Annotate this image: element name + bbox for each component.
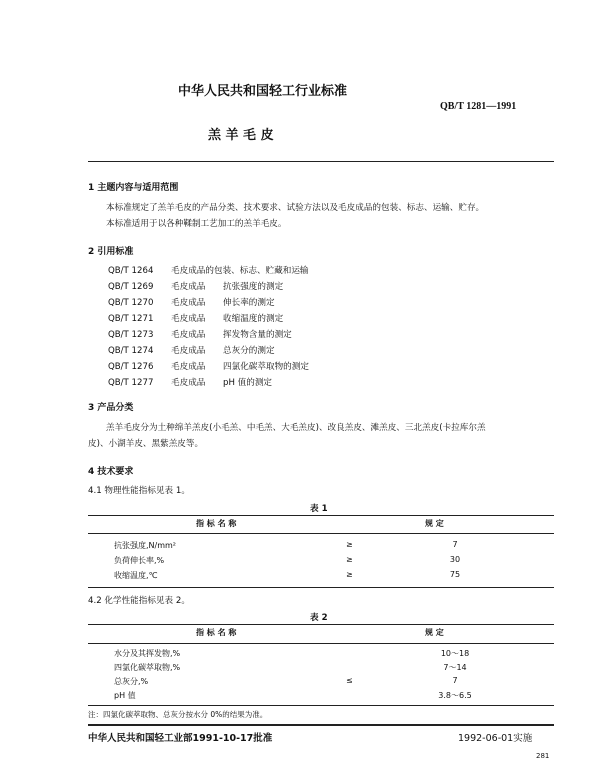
reference-code: QB/T 1271 — [108, 314, 154, 324]
table-cell-name: 总灰分,% — [114, 677, 149, 686]
reference-code: QB/T 1273 — [108, 330, 154, 340]
section-3-para-2: 皮)、小湖羊皮、黑紫羔皮等。 — [88, 439, 204, 449]
reference-name: 收缩温度的测定 — [223, 314, 284, 324]
approval-date: 中华人民共和国轻工业部1991-10-17批准 — [88, 733, 273, 744]
section-2-heading: 2 引用标准 — [88, 247, 134, 257]
table-cell-value: 7 — [452, 676, 458, 685]
reference-code: QB/T 1276 — [108, 362, 154, 372]
reference-cat: 毛皮成品 — [171, 378, 206, 388]
reference-item — [108, 376, 272, 391]
reference-item — [108, 312, 283, 327]
reference-code: QB/T 1269 — [108, 282, 154, 292]
table-2-note: 注：四氯化碳萃取物、总灰分按水分 0%的结果为准。 — [88, 710, 268, 719]
table-cell-name: 收缩温度,℃ — [114, 571, 158, 580]
reference-item — [108, 328, 292, 343]
table-cell-op: ≥ — [346, 555, 353, 564]
table-1-col-name: 指 标 名 称 — [196, 519, 237, 528]
reference-code: QB/T 1264 — [108, 266, 154, 276]
table-cell-value: 10～18 — [440, 649, 470, 658]
reference-item — [108, 360, 309, 375]
section-1-para-2: 本标准适用于以各种鞣制工艺加工的羔羊毛皮。 — [106, 219, 287, 229]
section-1-heading: 1 主题内容与适用范围 — [88, 183, 179, 193]
section-1-para-1: 本标准规定了羔羊毛皮的产品分类、技术要求、试验方法以及毛皮成品的包装、标志、运输、贮存。 — [106, 203, 485, 213]
table-cell-name: 负荷伸长率,% — [114, 556, 165, 565]
footer-rule — [88, 724, 554, 726]
table-cell-value: 3.8～6.5 — [438, 691, 472, 700]
reference-cat: 毛皮成品的包装、标志、贮藏和运输 — [171, 266, 309, 276]
table-1-caption: 表 1 — [310, 504, 328, 514]
reference-name: 伸长率的测定 — [223, 298, 275, 308]
table-cell-name: pH 值 — [114, 691, 136, 700]
table-cell-name: 抗张强度,N/mm² — [114, 541, 177, 550]
reference-item — [108, 344, 275, 359]
reference-cat: 毛皮成品 — [171, 330, 206, 340]
reference-code: QB/T 1270 — [108, 298, 154, 308]
reference-cat: 毛皮成品 — [171, 282, 206, 292]
reference-name: 四氯化碳萃取物的测定 — [223, 362, 309, 372]
reference-code: QB/T 1277 — [108, 378, 154, 388]
section-3-heading: 3 产品分类 — [88, 403, 134, 413]
reference-name: 挥发物含量的测定 — [223, 330, 292, 340]
header-rule — [88, 161, 554, 162]
table-2-col-spec: 规 定 — [425, 628, 444, 637]
table-cell-value: 75 — [449, 570, 461, 579]
reference-name: pH 值的测定 — [223, 378, 273, 388]
table-cell-name: 水分及其挥发物,% — [114, 649, 181, 658]
reference-cat: 毛皮成品 — [171, 346, 206, 356]
reference-name: 总灰分的测定 — [223, 346, 275, 356]
section-4-1: 4.1 物理性能指标见表 1。 — [88, 486, 190, 496]
table-cell-op: ≥ — [346, 540, 353, 549]
reference-name: 抗张强度的测定 — [223, 282, 284, 292]
table-cell-op: ≤ — [346, 676, 353, 685]
table-cell-value: 7 — [452, 540, 458, 549]
table-2-caption: 表 2 — [310, 613, 328, 623]
section-4-2: 4.2 化学性能指标见表 2。 — [88, 596, 190, 606]
reference-code: QB/T 1274 — [108, 346, 154, 356]
reference-item — [108, 264, 309, 279]
org-title: 中华人民共和国轻工行业标准 — [178, 84, 348, 99]
reference-cat: 毛皮成品 — [171, 314, 206, 324]
table-2-col-name: 指 标 名 称 — [196, 628, 237, 637]
reference-item — [108, 296, 275, 311]
table-cell-value: 30 — [449, 555, 461, 564]
reference-item — [108, 280, 283, 295]
page-number: 281 — [536, 752, 550, 760]
table-1-col-spec: 规 定 — [425, 519, 444, 528]
table-cell-name: 四氯化碳萃取物,% — [114, 663, 181, 672]
section-4-heading: 4 技术要求 — [88, 467, 134, 477]
section-3-para-1: 羔羊毛皮分为土种绵羊羔皮(小毛羔、中毛羔、大毛羔皮)、改良羔皮、滩羔皮、三北羔皮(卡拉库尔羔 — [106, 423, 486, 433]
standard-number: QB/T 1281—1991 — [440, 101, 517, 112]
table-cell-op: ≥ — [346, 570, 353, 579]
doc-title: 羔 羊 毛 皮 — [208, 128, 274, 143]
reference-cat: 毛皮成品 — [171, 362, 206, 372]
reference-cat: 毛皮成品 — [171, 298, 206, 308]
table-cell-value: 7～14 — [443, 663, 467, 672]
effective-date: 1992-06-01实施 — [458, 733, 533, 744]
